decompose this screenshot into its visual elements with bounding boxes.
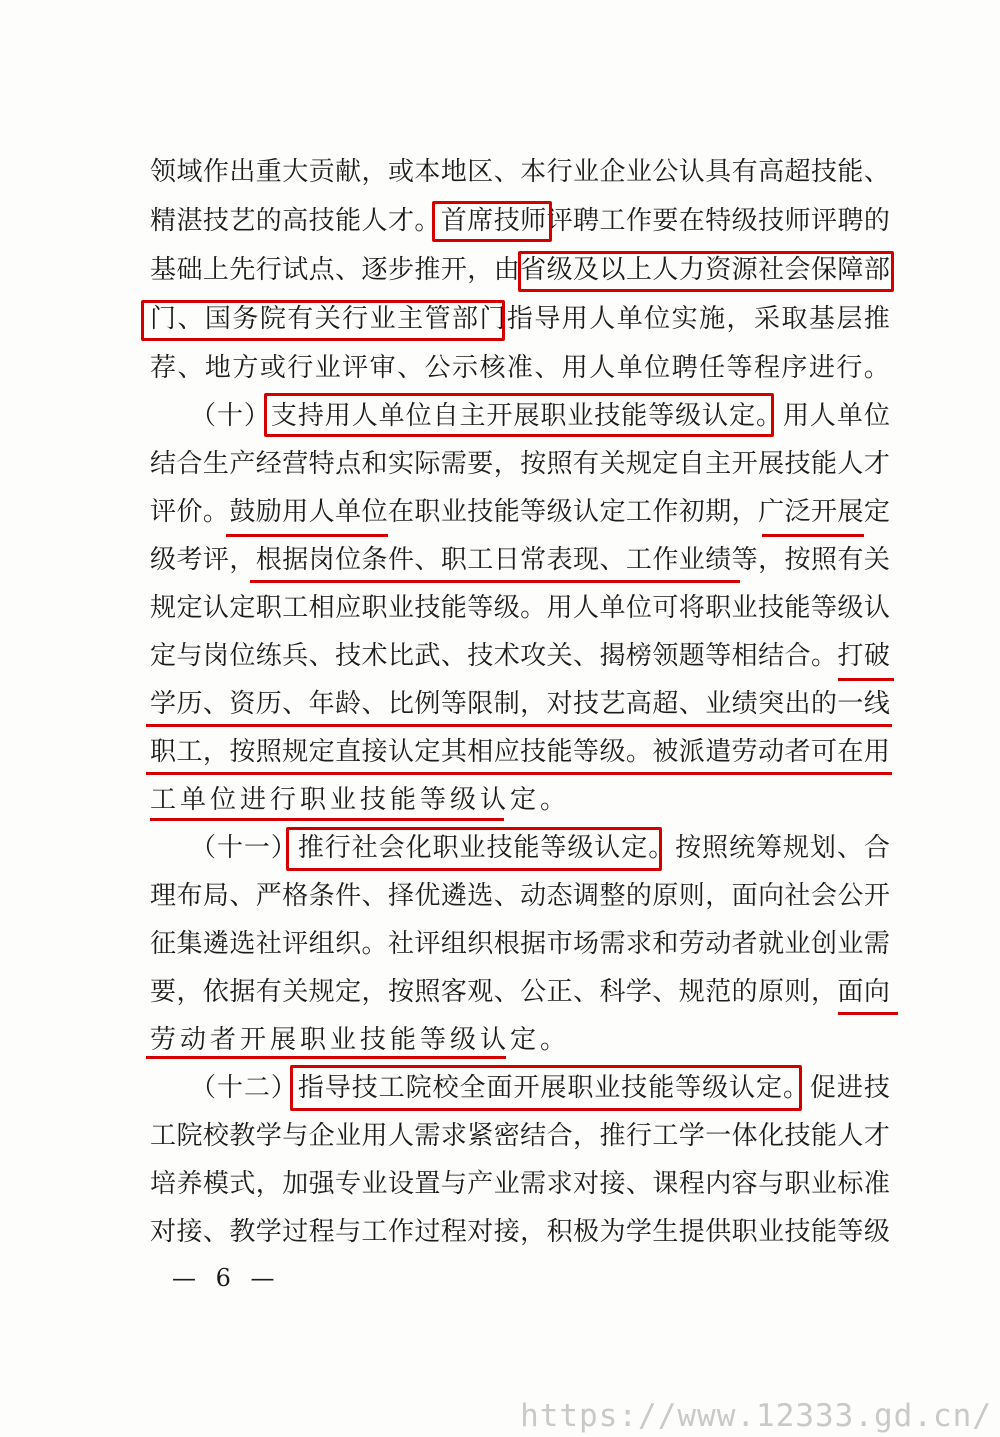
highlight-underline	[838, 678, 894, 681]
highlight-underline	[838, 1012, 898, 1015]
text-line: （ 十 ） 支 持 用 人 单 位 自 主 开 展 职 业 技 能 等 级 认 定 。 用 人 单 位	[190, 401, 890, 431]
highlight-box	[432, 201, 552, 242]
highlight-box	[518, 251, 894, 292]
page-number: — 6 —	[172, 1264, 281, 1292]
text-line: 评 价 。 鼓 励 用 人 单 位 在 职 业 技 能 等 级 认 定 工 作 初 期 ， 广 泛 开 展 定	[150, 497, 890, 527]
highlight-underline	[762, 534, 864, 537]
highlight-underline	[150, 818, 504, 821]
text-line: 工 院 校 教 学 与 企 业 用 人 需 求 紧 密 结 合 ， 推 行 工 学 一 体 化 技 能 人 才	[150, 1121, 890, 1151]
text-line: 对 接 、 教 学 过 程 与 工 作 过 程 对 接 ， 积 极 为 学 生 提 供 职 业 技 能 等 级	[150, 1217, 890, 1247]
text-line: （ 十 一 ） 推 行 社 会 化 职 业 技 能 等 级 认 定 。 按 照 统 筹 规 划 、 合	[190, 833, 890, 863]
highlight-underline	[226, 534, 388, 537]
highlight-underline	[146, 724, 892, 727]
text-line: 结 合 生 产 经 营 特 点 和 实 际 需 要 ， 按 照 有 关 规 定 自 主 开 展 技 能 人 才	[150, 449, 890, 479]
text-line: 征 集 遴 选 社 评 组 织 。 社 评 组 织 根 据 市 场 需 求 和 劳 动 者 就 业 创 业 需	[150, 929, 890, 959]
text-line: 级 考 评 ， 根 据 岗 位 条 件 、 职 工 日 常 表 现 、 工 作 业 绩 等 ， 按 照 有 关	[150, 545, 890, 575]
website-watermark: https://www.12333.gd.cn/	[520, 1398, 992, 1434]
text-line: 基 础 上 先 行 试 点 、 逐 步 推 开 ， 由 省 级 及 以 上 人 力 资 源 社 会 保 障 部	[150, 255, 890, 285]
highlight-underline	[146, 1056, 506, 1059]
text-line: 理 布 局 、 严 格 条 件 、 择 优 遴 选 、 动 态 调 整 的 原 则 ， 面 向 社 会 公 开	[150, 881, 890, 911]
text-line: 职 工 ， 按 照 规 定 直 接 认 定 其 相 应 技 能 等 级 。 被 派 遣 劳 动 者 可 在 用	[150, 737, 890, 767]
text-line: 领 域 作 出 重 大 贡 献 ， 或 本 地 区 、 本 行 业 企 业 公 认 具 有 高 超 技 能 、	[150, 157, 890, 187]
highlight-box	[141, 300, 505, 341]
highlight-box	[290, 1065, 802, 1111]
highlight-box	[286, 827, 662, 871]
text-line: 规 定 认 定 职 工 相 应 职 业 技 能 等 级 。 用 人 单 位 可 将 职 业 技 能 等 级 认	[150, 593, 890, 623]
highlight-box	[264, 393, 774, 437]
text-line: 定 与 岗 位 练 兵 、 技 术 比 武 、 技 术 攻 关 、 揭 榜 领 题 等 相 结 合 。 打 破	[150, 641, 890, 671]
text-line: 学 历 、 资 历 、 年 龄 、 比 例 等 限 制 ， 对 技 艺 高 超 、 业 绩 突 出 的 一 线	[150, 689, 890, 719]
text-line: 精 湛 技 艺 的 高 技 能 人 才 。 首 席 技 师 评 聘 工 作 要 在 特 级 技 师 评 聘 的	[150, 206, 890, 236]
text-line: 荐 、 地 方 或 行 业 评 审 、 公 示 核 准 、 用 人 单 位 聘 任 等 程 序 进 行 。	[150, 353, 890, 383]
highlight-underline	[146, 772, 892, 775]
text-line: 要 ， 依 据 有 关 规 定 ， 按 照 客 观 、 公 正 、 科 学 、 规 范 的 原 则 ， 面 向	[150, 977, 890, 1007]
highlight-underline	[250, 580, 740, 583]
text-line: 工单位进行职业技能等级认定。	[150, 785, 571, 815]
text-line: 培 养 模 式 ， 加 强 专 业 设 置 与 产 业 需 求 对 接 、 课 程 内 容 与 职 业 标 准	[150, 1169, 890, 1199]
text-line: 门 、 国 务 院 有 关 行 业 主 管 部 门 指 导 用 人 单 位 实 施 ， 采 取 基 层 推	[150, 304, 890, 334]
text-line: 劳动者开展职业技能等级认定。	[150, 1025, 571, 1055]
text-line: （ 十 二 ） 指 导 技 工 院 校 全 面 开 展 职 业 技 能 等 级 认 定 。 促 进 技	[190, 1073, 890, 1103]
